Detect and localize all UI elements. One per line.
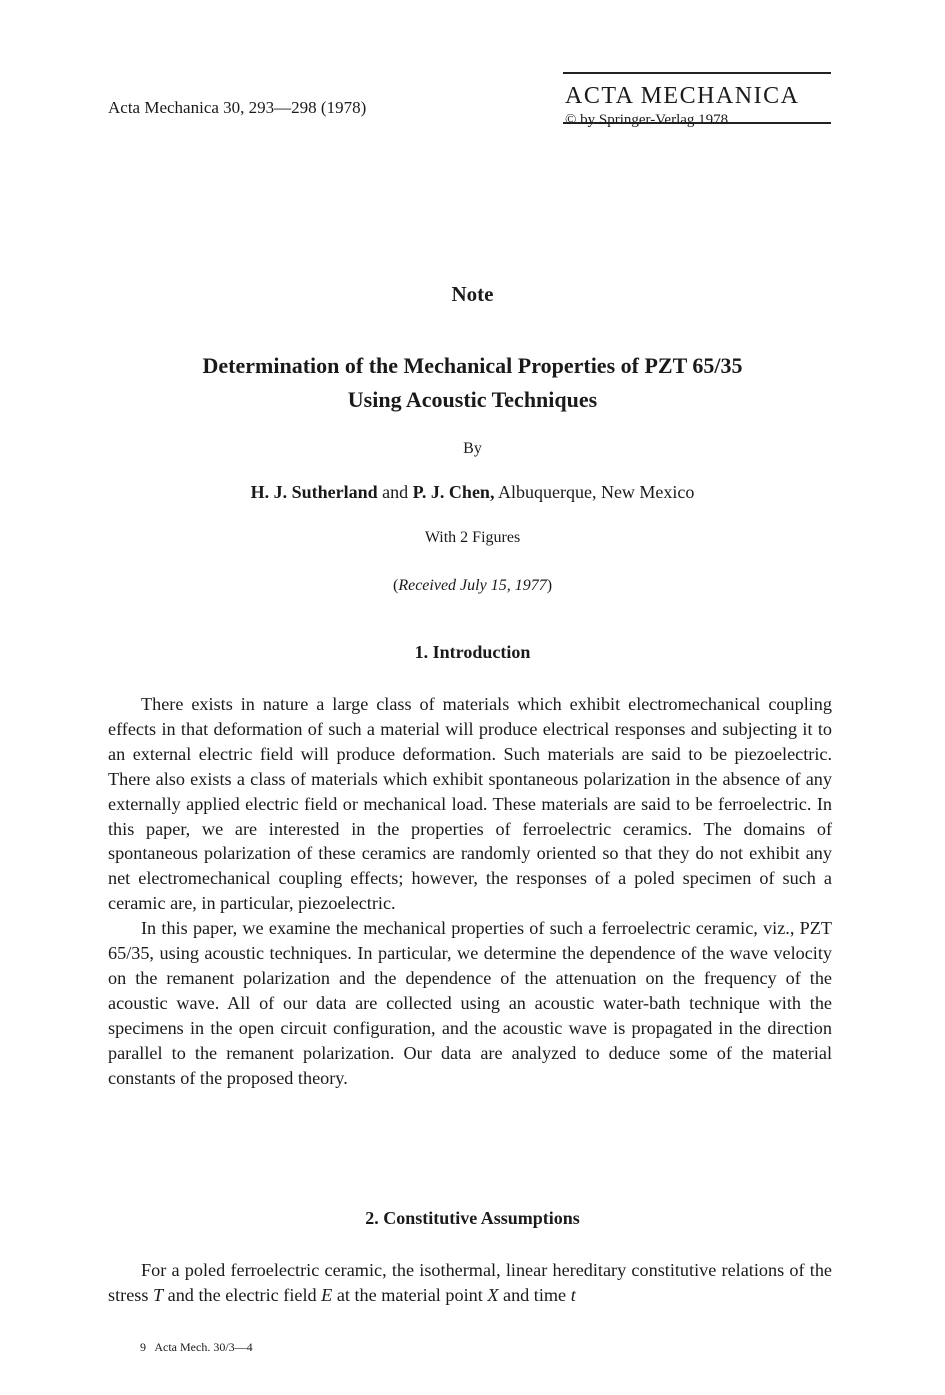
page-footer: 9 Acta Mech. 30/3—4	[140, 1340, 253, 1354]
journal-reference: Acta Mechanica 30, 293—298 (1978)	[108, 98, 367, 117]
section-heading-introduction: 1. Introduction	[414, 642, 531, 662]
constitutive-paragraph-1: For a poled ferroelectric ceramic, the isothermal, linear hereditary constitutive relations of the stress T and the electric field E at the material point X and time t	[108, 1260, 832, 1305]
variable-X: X	[487, 1284, 499, 1305]
constitutive-body	[108, 1258, 832, 1308]
title-line-1: Determination of the Mechanical Properties of PZT 65/35	[202, 353, 743, 378]
author-2: P. J. Chen,	[412, 482, 495, 502]
author-1: H. J. Sutherland	[250, 482, 378, 502]
received-date: (Received July 15, 1977)	[392, 577, 553, 594]
variable-t: t	[570, 1284, 576, 1305]
masthead-title: ACTA MECHANICA	[565, 83, 800, 109]
journal-masthead	[563, 72, 831, 128]
introduction-body	[108, 692, 832, 1091]
article-title	[0, 349, 945, 417]
masthead-copyright: © by Springer-Verlag 1978	[565, 112, 729, 128]
title-line-2: Using Acoustic Techniques	[347, 387, 598, 412]
variable-E: E	[321, 1284, 333, 1305]
variable-T: T	[152, 1284, 164, 1305]
author-conjunction: and	[382, 482, 409, 502]
author-location: Albuquerque, New Mexico	[497, 482, 695, 502]
author-line	[0, 482, 945, 503]
intro-paragraph-1: There exists in nature a large class of materials which exhibit electromechanical coupling effects in that deformation of such a material will produce electrical responses and subjecting it to an external electric field will produce deformation. Such materials are said to be piezoelectric. There also exists a class of materials which exhibit spontaneous polarization in the absence of any externally applied electric field or mechanical load. These materials are said to be ferroelectric. In this paper, we are interested in the properties of ferroelectric ceramics. The domains of spontaneous polarization of these ceramics are randomly oriented so that they do not exhibit any net electromechanical coupling effects; however, the responses of a poled specimen of such a ceramic are, in particular, piezoelectric.	[108, 694, 832, 914]
figures-count: With 2 Figures	[424, 529, 521, 546]
byline-label: By	[463, 440, 482, 457]
intro-paragraph-2: In this paper, we examine the mechanical properties of such a ferroelectric ceramic, viz., PZT 65/35, using acoustic techniques. In particular, we determine the dependence of the wave velocity on the remanent polarization and the dependence of the attenuation on the frequency of the acoustic wave. All of our data are collected using an acoustic water-bath technique with the specimens in the open circuit configuration, and the acoustic wave is propagated in the direction parallel to the remanent polarization. Our data are analyzed to deduce some of the material constants of the proposed theory.	[108, 918, 832, 1088]
note-label: Note	[451, 282, 494, 306]
section-heading-constitutive: 2. Constitutive Assumptions	[365, 1208, 580, 1228]
